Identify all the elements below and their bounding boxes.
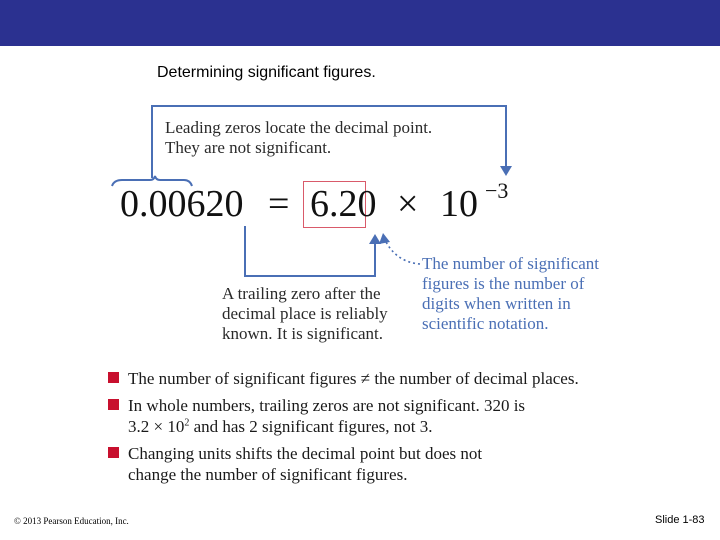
equation-mantissa: 6.20 xyxy=(310,183,377,225)
bullet-text: Changing units shifts the decimal point but does not xyxy=(128,444,483,463)
note-line: Leading zeros locate the decimal point. xyxy=(165,118,433,137)
note-line: figures is the number of xyxy=(422,274,585,293)
bullet-square xyxy=(108,447,119,458)
exponent: 2 xyxy=(184,417,190,429)
note-line: decimal place is reliably xyxy=(222,304,388,323)
bullet-text: change the number of significant figures. xyxy=(128,465,408,484)
bullet-square xyxy=(108,372,119,383)
bullet-text: The number of significant figures ≠ the number of decimal places. xyxy=(128,369,579,388)
bullet-text xyxy=(128,416,648,437)
equation-exponent: −3 xyxy=(485,178,509,203)
bullet-item xyxy=(108,368,648,389)
trailing-zero-note xyxy=(222,284,388,344)
slide-number: Slide 1-83 xyxy=(655,514,705,526)
equation-times: × xyxy=(397,183,419,225)
bullet-list xyxy=(108,368,648,491)
note-line: A trailing zero after the xyxy=(222,284,381,303)
equation-left: 0.00620 xyxy=(120,183,244,225)
bullet-item xyxy=(108,395,648,437)
equation-equals: = xyxy=(268,183,290,225)
bullet-text-part: 3.2 × 10 xyxy=(128,417,185,436)
note-line: scientific notation. xyxy=(422,314,549,333)
slide-title: Determining significant figures. xyxy=(157,64,376,81)
leading-zeros-note xyxy=(165,118,432,158)
equation-base: 10 xyxy=(440,183,478,225)
copyright: © 2013 Pearson Education, Inc. xyxy=(14,516,129,526)
bullet-text: In whole numbers, trailing zeros are not significant. 320 is xyxy=(128,396,526,415)
bullet-square xyxy=(108,399,119,410)
note-line: They are not significant. xyxy=(165,138,332,157)
sigfig-note xyxy=(422,254,599,334)
bullet-text-part: and has 2 significant figures, not 3. xyxy=(189,417,433,436)
note-line: known. It is significant. xyxy=(222,324,384,343)
note-line: The number of significant xyxy=(422,254,600,273)
note-line: digits when written in xyxy=(422,294,571,313)
bullet-item xyxy=(108,443,648,485)
